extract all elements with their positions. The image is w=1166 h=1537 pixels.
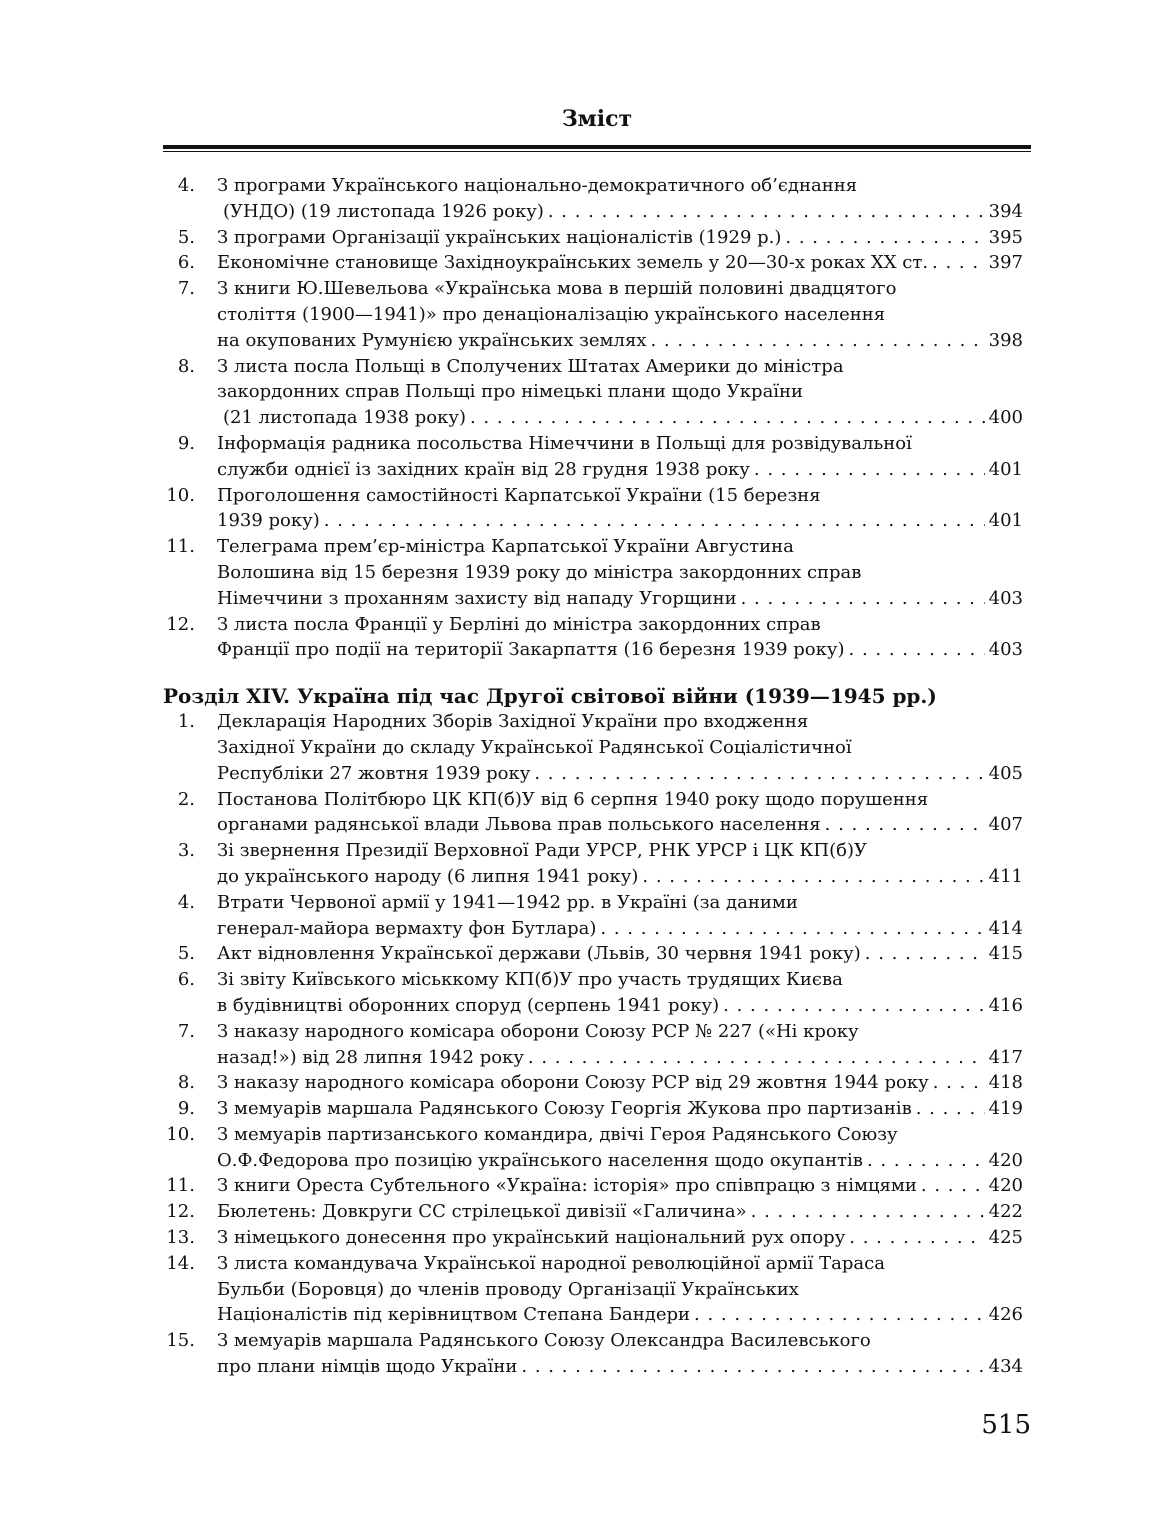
dot-leader — [849, 637, 985, 663]
entry-title-line: З наказу народного комісара оборони Союзу РСР від 29 жовтня 1944 року — [217, 1072, 929, 1094]
dot-leader — [933, 1070, 985, 1096]
entry-last-line — [217, 586, 1023, 612]
toc-entry[interactable] — [163, 483, 1023, 535]
toc-entry[interactable] — [163, 1019, 1023, 1071]
entry-title-line: на окупованих Румунією українських землях — [217, 329, 647, 351]
entry-title-line: Декларація Народних Зборів Західної України про входження — [217, 711, 809, 733]
entry-number: 3. — [177, 840, 195, 862]
entry-title-line: З листа посла Франції у Берліні до міністра закордонних справ — [217, 613, 821, 635]
toc-entry[interactable] — [163, 1251, 1023, 1328]
entry-last-line — [217, 761, 1023, 787]
entry-title-line: Волошина від 15 березня 1939 року до міністра закордонних справ — [217, 561, 862, 583]
entry-last-line — [217, 250, 1023, 276]
entry-number: 8. — [177, 355, 195, 377]
entry-last-line — [217, 1070, 1023, 1096]
toc-entry[interactable] — [163, 1328, 1023, 1380]
entry-number: 10. — [166, 484, 195, 506]
entry-last-line — [217, 405, 1023, 431]
entry-number: 6. — [177, 252, 195, 274]
entry-title-line: Франції про події на території Закарпаття (16 березня 1939 року) — [217, 639, 845, 661]
entry-last-line — [217, 941, 1023, 967]
section-title: Розділ XIV. Україна під час Другої світової війни (1939—1945 рр.) — [163, 684, 937, 709]
entry-last-line — [217, 864, 1023, 890]
entry-number: 7. — [177, 278, 195, 300]
entry-number: 7. — [177, 1020, 195, 1042]
dot-leader — [723, 993, 984, 1019]
entry-number: 15. — [166, 1330, 195, 1352]
dot-leader — [741, 586, 985, 612]
entry-title-line: Економічне становище Західноукраїнських земель у 20—30-х роках XX ст. — [217, 252, 929, 274]
entry-number: 4. — [177, 175, 195, 196]
entry-title-line: Бульби (Боровця) до членів проводу Організації Українських — [217, 1278, 799, 1300]
entry-last-line — [217, 1199, 1023, 1225]
entry-page-number: 420 — [988, 1175, 1023, 1197]
dot-leader — [825, 812, 985, 838]
entry-title-line: про плани німців щодо України — [217, 1356, 518, 1378]
entry-last-line — [217, 1045, 1023, 1071]
entry-title-line: генерал-майора вермахту фон Бутлара) — [217, 917, 597, 939]
toc-entry[interactable] — [163, 1173, 1023, 1199]
entry-number: 1. — [177, 711, 195, 733]
toc-entry[interactable] — [163, 967, 1023, 1019]
entry-title-line: З програми Організації українських націоналістів (1929 р.) — [217, 226, 782, 248]
entry-last-line — [217, 328, 1023, 354]
entry-title-line: (21 листопада 1938 року) — [223, 407, 466, 429]
entry-title-line: століття (1900—1941)» про денаціоналізацію українського населення — [217, 303, 886, 325]
entry-last-line — [217, 1173, 1023, 1199]
dot-leader — [849, 1225, 984, 1251]
entry-number: 11. — [166, 1175, 195, 1197]
entry-title-line: З програми Українського національно-демократичного об’єднання — [217, 175, 858, 196]
entry-page-number: 415 — [988, 943, 1023, 965]
toc-entry[interactable] — [163, 1199, 1023, 1225]
entry-title-line: Проголошення самостійності Карпатської України (15 березня — [217, 484, 821, 506]
entry-number: 5. — [177, 226, 195, 248]
entry-title-line: Націоналістів під керівництвом Степана Бандери — [217, 1304, 691, 1326]
entry-title-line: З мемуарів маршала Радянського Союзу Олександра Василевського — [217, 1330, 871, 1352]
entry-title-line: Втрати Червоної армії у 1941—1942 рр. в Україні (за даними — [217, 891, 798, 913]
entry-title-line: Німеччини з проханням захисту від нападу Угорщини — [217, 587, 737, 609]
dot-leader — [642, 864, 984, 890]
toc-entry[interactable] — [163, 1096, 1023, 1122]
entry-title-line: Зі звіту Київського міськкому КП(б)У про участь трудящих Києва — [217, 969, 843, 991]
toc-entry[interactable] — [163, 250, 1023, 276]
entry-number: 9. — [177, 1098, 195, 1120]
entry-last-line — [217, 508, 1023, 534]
entry-number: 5. — [177, 943, 195, 965]
entry-title-line: З німецького донесення про український національний рух опору — [217, 1227, 846, 1249]
entry-page-number: 397 — [988, 252, 1023, 274]
entry-page-number: 422 — [988, 1201, 1023, 1223]
header-rule-thick — [163, 145, 1031, 149]
entry-last-line — [217, 1302, 1023, 1328]
entry-number: 13. — [166, 1227, 195, 1249]
toc-entry[interactable] — [163, 431, 1023, 483]
toc-entry[interactable] — [163, 276, 1023, 353]
entry-number: 10. — [166, 1123, 195, 1145]
dot-leader — [534, 761, 984, 787]
entry-title-line: Телеграма прем’єр-міністра Карпатської України Августина — [217, 536, 794, 558]
entry-title-line: З наказу народного комісара оборони Союзу РСР № 227 («Ні кроку — [217, 1020, 859, 1042]
dot-leader — [528, 1045, 985, 1071]
entry-page-number: 416 — [988, 994, 1023, 1016]
toc-entry[interactable] — [163, 941, 1023, 967]
entry-last-line — [217, 916, 1023, 942]
dot-leader — [600, 916, 984, 942]
entry-title-line: служби однієї із західних країн від 28 грудня 1938 року — [217, 458, 750, 480]
entry-last-line — [217, 457, 1023, 483]
entry-last-line — [217, 993, 1023, 1019]
entry-last-line — [217, 1096, 1023, 1122]
entry-title-line: Західної України до складу Української Радянської Соціалістичної — [217, 736, 852, 758]
header-title: Зміст — [561, 106, 633, 132]
entry-number: 4. — [177, 891, 195, 913]
entry-title-line: органами радянської влади Львова прав польського населення — [217, 814, 821, 836]
entry-title-line: 1939 року) — [217, 510, 320, 532]
entry-title-line: закордонних справ Польщі про німецькі плани щодо України — [217, 381, 804, 403]
entry-page-number: 419 — [988, 1098, 1023, 1120]
dot-leader — [916, 1096, 985, 1122]
entry-last-line — [217, 225, 1023, 251]
toc-entry[interactable] — [163, 709, 1023, 786]
entry-title-line: назад!») від 28 липня 1942 року — [217, 1046, 524, 1068]
entry-number: 8. — [177, 1072, 195, 1094]
toc-entry[interactable] — [163, 612, 1023, 664]
dot-leader — [751, 1199, 985, 1225]
entry-number: 11. — [166, 536, 195, 558]
entry-number: 6. — [177, 969, 195, 991]
entry-number: 12. — [166, 1201, 195, 1223]
dot-leader — [548, 199, 985, 225]
entry-page-number: 418 — [988, 1072, 1023, 1094]
dot-leader — [754, 457, 985, 483]
entry-last-line — [217, 199, 1023, 225]
entry-page-number: 425 — [988, 1227, 1023, 1249]
entry-last-line — [217, 812, 1023, 838]
dot-leader — [650, 328, 984, 354]
entry-page-number: 403 — [988, 587, 1023, 609]
entry-page-number: 405 — [988, 762, 1023, 784]
entry-number: 9. — [177, 432, 195, 454]
entry-title-line: З книги Ореста Субтельного «Україна: історія» про співпрацю з німцями — [217, 1175, 917, 1197]
entry-last-line — [217, 637, 1023, 663]
entry-page-number: 411 — [988, 865, 1023, 887]
entry-page-number: 395 — [988, 226, 1023, 248]
dot-leader — [921, 1173, 985, 1199]
toc-entry[interactable] — [163, 225, 1023, 251]
entry-page-number: 394 — [988, 200, 1023, 222]
dot-leader — [867, 1148, 985, 1174]
entry-title-line: (УНДО) (19 листопада 1926 року) — [223, 200, 544, 222]
dot-leader — [785, 225, 984, 251]
entry-number: 12. — [166, 613, 195, 635]
dot-leader — [470, 405, 985, 431]
entry-title-line: З листа посла Польщі в Сполучених Штатах Америки до міністра — [217, 355, 844, 377]
dot-leader — [324, 508, 985, 534]
entry-page-number: 407 — [988, 814, 1023, 836]
table-of-contents — [163, 173, 1023, 1380]
entry-last-line — [217, 1225, 1023, 1251]
entry-page-number: 434 — [988, 1356, 1023, 1378]
entry-last-line — [217, 1148, 1023, 1174]
dot-leader — [932, 250, 985, 276]
entry-title-line: Інформація радника посольства Німеччини в Польщі для розвідувальної — [217, 432, 912, 454]
entry-title-line: Бюлетень: Довкруги СС стрілецької дивізії «Галичина» — [217, 1201, 747, 1223]
entry-page-number: 414 — [988, 917, 1023, 939]
header-rule-thin — [163, 151, 1031, 152]
entry-title-line: Постанова Політбюро ЦК КП(б)У від 6 серпня 1940 року щодо порушення — [217, 788, 929, 810]
toc-entry[interactable] — [163, 534, 1023, 611]
entry-page-number: 398 — [988, 329, 1023, 351]
entry-title-line: Акт відновлення Української держави (Львів, 30 червня 1941 року) — [217, 943, 861, 965]
entry-title-line: З мемуарів партизанського командира, двічі Героя Радянського Союзу — [217, 1123, 898, 1145]
entry-last-line — [217, 1354, 1023, 1380]
entry-page-number: 400 — [988, 407, 1023, 429]
entry-page-number: 426 — [988, 1304, 1023, 1326]
entry-page-number: 417 — [988, 1046, 1023, 1068]
page-number: 515 — [981, 1410, 1031, 1440]
entry-page-number: 403 — [988, 639, 1023, 661]
entry-page-number: 401 — [988, 510, 1023, 532]
entry-title-line: З книги Ю.Шевельова «Українська мова в першій половині двадцятого — [217, 278, 897, 300]
toc-entry[interactable] — [163, 890, 1023, 942]
dot-leader — [521, 1354, 984, 1380]
toc-entry[interactable] — [163, 1225, 1023, 1251]
dot-leader — [694, 1302, 985, 1328]
entry-page-number: 401 — [988, 458, 1023, 480]
entry-title-line: до українського народу (6 липня 1941 року) — [217, 865, 639, 887]
dot-leader — [865, 941, 985, 967]
entry-title-line: О.Ф.Федорова про позицію українського населення щодо окупантів — [217, 1149, 863, 1171]
entry-number: 14. — [166, 1252, 195, 1274]
entry-title-line: в будівництві оборонних споруд (серпень 1941 року) — [217, 994, 720, 1016]
entry-page-number: 420 — [988, 1149, 1023, 1171]
entry-title-line: З листа командувача Української народної революційної армії Тараса — [217, 1252, 885, 1274]
toc-entry[interactable] — [163, 173, 1023, 225]
entry-number: 2. — [177, 788, 195, 810]
toc-entry[interactable] — [163, 1070, 1023, 1096]
toc-entry[interactable] — [163, 1122, 1023, 1174]
entry-title-line: Республіки 27 жовтня 1939 року — [217, 762, 531, 784]
toc-entry[interactable] — [163, 354, 1023, 431]
entry-title-line: Зі звернення Президії Верховної Ради УРСР, РНК УРСР і ЦК КП(б)У — [217, 840, 868, 862]
toc-entry[interactable] — [163, 787, 1023, 839]
entry-title-line: З мемуарів маршала Радянського Союзу Георгія Жукова про партизанів — [217, 1098, 912, 1120]
toc-entry[interactable] — [163, 838, 1023, 890]
